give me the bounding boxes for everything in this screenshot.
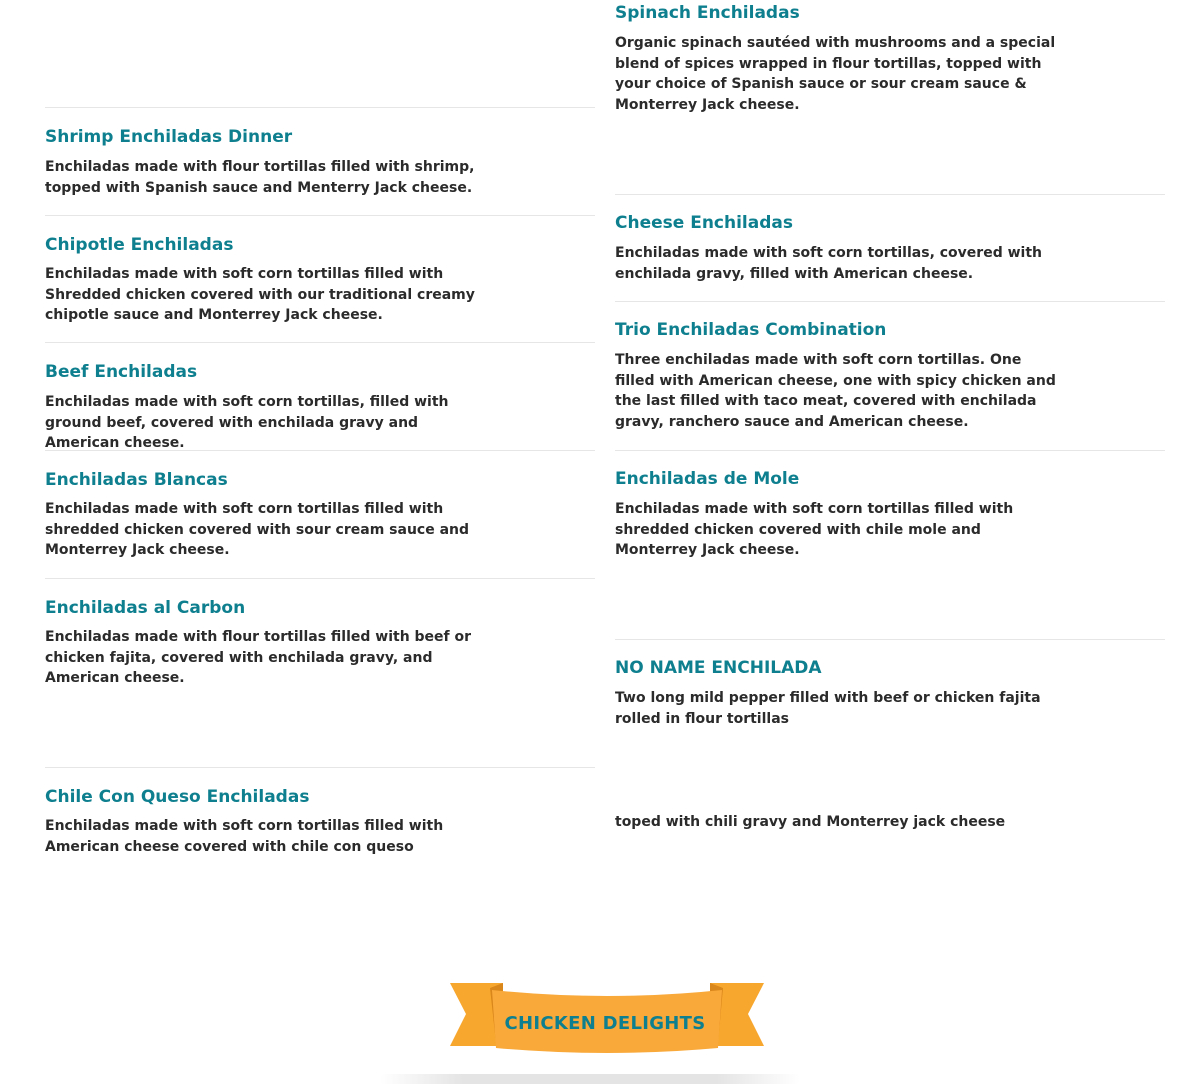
menu-item-description: Enchiladas made with soft corn tortillas, covered with enchilada gravy, filled with American cheese.	[615, 245, 1042, 282]
menu-item	[45, 0, 595, 108]
menu-item-title: Enchiladas de Mole	[615, 469, 800, 489]
section-title: CHICKEN DELIGHTS	[504, 1013, 706, 1034]
menu-item	[615, 451, 1165, 640]
section-subtitle-faded	[380, 1074, 800, 1084]
menu-item-title: Chile Con Queso Enchiladas	[45, 787, 310, 807]
menu-item-title: Shrimp Enchiladas Dinner	[45, 127, 293, 147]
menu-item	[45, 108, 595, 216]
menu-item-description: Enchiladas made with soft corn tortillas filled with shredded chicken covered with sour cream sauce and Monterrey Jack cheese.	[45, 501, 470, 558]
menu-item-title: Chipotle Enchiladas	[45, 235, 234, 255]
menu-item-description: Two long mild pepper filled with beef or chicken fajita rolled in flour tortillas	[615, 690, 1041, 727]
menu-item	[45, 768, 595, 878]
menu-item	[615, 195, 1165, 302]
menu-item-title: Spinach Enchiladas	[615, 3, 800, 23]
menu-item-title: Enchiladas Blancas	[45, 470, 228, 490]
menu-item-description: Enchiladas made with soft corn tortillas filled with Shredded chicken covered with our traditional creamy chipotle sauce and Monterrey Jack cheese.	[45, 266, 475, 323]
menu-item-note: toped with chili gravy and Monterrey jack cheese	[615, 814, 1006, 830]
menu-item-description: Enchiladas made with soft corn tortillas filled with American cheese covered with chile con queso	[45, 818, 444, 855]
section-banner	[448, 980, 766, 1054]
menu-item	[615, 0, 1165, 195]
menu-item	[615, 640, 1165, 760]
menu-item	[45, 343, 595, 451]
menu-item-description: Enchiladas made with soft corn tortillas, filled with ground beef, covered with enchilada gravy and American cheese.	[45, 394, 449, 451]
menu-item-description: Enchiladas made with flour tortillas filled with shrimp, topped with Spanish sauce and Menterry Jack cheese.	[45, 159, 475, 196]
menu-item-description: Organic spinach sautéed with mushrooms and a special blend of spices wrapped in flour tortillas, topped with your choice of Spanish sauce or sour cream sauce & Monterrey Jack cheese.	[615, 35, 1056, 113]
menu-item	[615, 302, 1165, 451]
menu-item-description: Three enchiladas made with soft corn tortillas. One filled with American cheese, one with spicy chicken and the last filled with taco meat, covered with enchilada gravy, ranchero sauce and American cheese.	[615, 352, 1056, 430]
menu-item-title: Cheese Enchiladas	[615, 213, 793, 233]
menu-item-title: Trio Enchiladas Combination	[615, 320, 887, 340]
menu-item	[45, 451, 595, 579]
menu-item-description: Enchiladas made with soft corn tortillas filled with shredded chicken covered with chile mole and Monterrey Jack cheese.	[615, 501, 1014, 558]
menu-item-title: Beef Enchiladas	[45, 362, 198, 382]
menu-item-title: Enchiladas al Carbon	[45, 598, 246, 618]
menu-item	[45, 216, 595, 343]
menu-item-title: NO NAME ENCHILADA	[615, 658, 822, 678]
menu-item-description: Enchiladas made with flour tortillas filled with beef or chicken fajita, covered with enchilada gravy, and American cheese.	[45, 629, 472, 686]
menu-item	[45, 579, 595, 768]
